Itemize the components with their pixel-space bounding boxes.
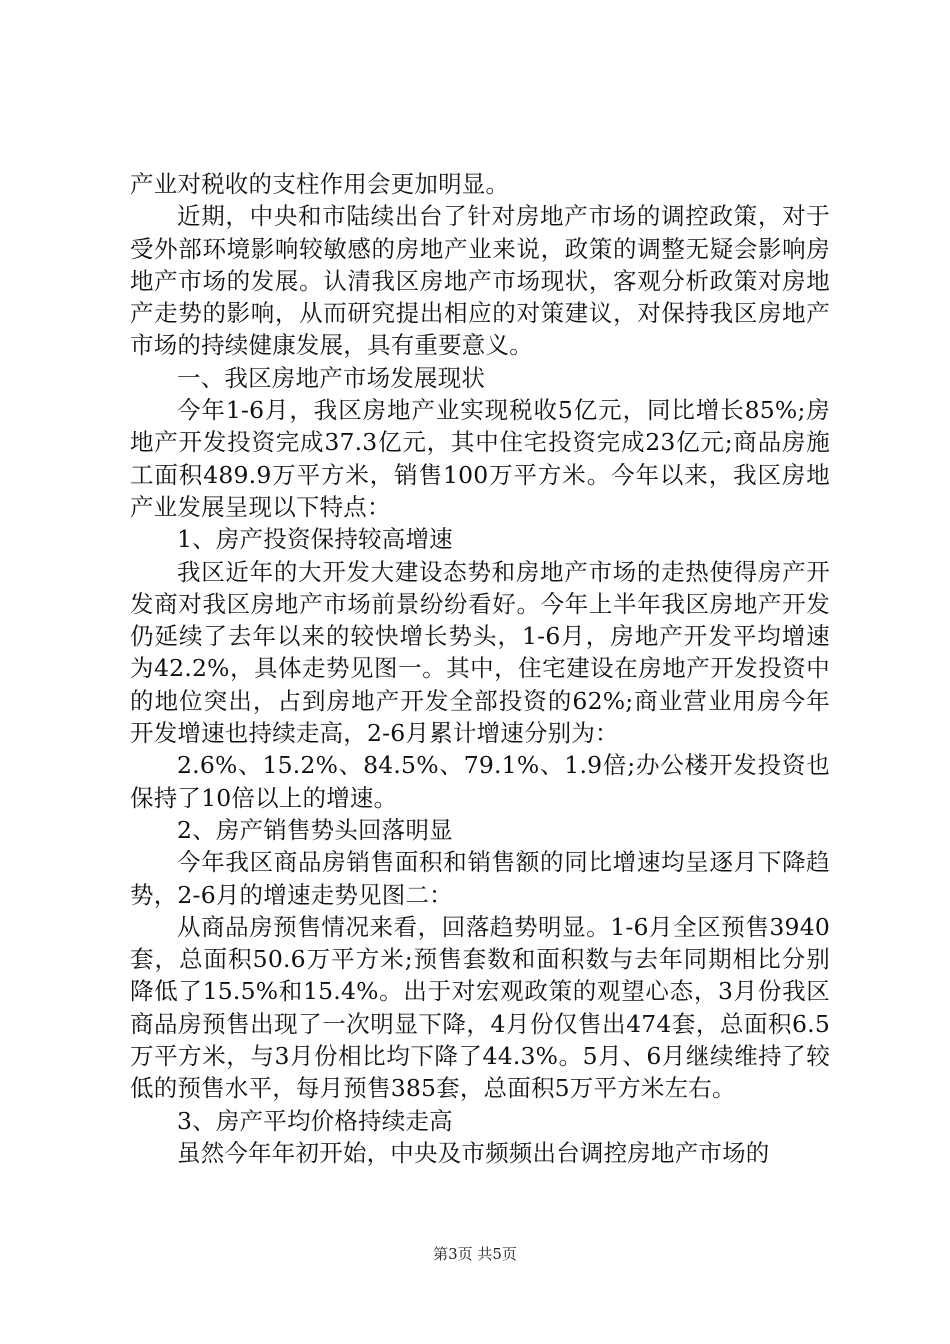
paragraph-investment: 我区近年的大开发大建设态势和房地产市场的走热使得房产开发商对我区房地产市场前景纷纷看好。今年上半年我区房地产开发仍延续了去年以来的较快增长势头，1-6月，房地产开发平均增速为42.2%，具体走势见图一。其中，住宅建设在房地产开发投资中的地位突出，占到房地产开发全部投资的62%;商业营业用房今年开发增速也持续走高，2-6月累计增速分别为： bbox=[130, 557, 830, 748]
paragraph-growth-rates: 2.6%、15.2%、84.5%、79.1%、1.9倍;办公楼开发投资也保持了10倍以上的增速。 bbox=[130, 751, 830, 812]
paragraph-sales-trend: 今年我区商品房销售面积和销售额的同比增速均呈逐月下降趋势，2-6月的增速走势见图二： bbox=[130, 848, 830, 909]
section-heading-1: 一、我区房地产市场发展现状 bbox=[177, 363, 486, 392]
paragraph-overview: 今年1-6月，我区房地产业实现税收5亿元，同比增长85%;房地产开发投资完成37.3亿元，其中住宅投资完成23亿元;商品房施工面积489.9万平方米，销售100万平方米。今年以来，我区房地产业发展呈现以下特点： bbox=[130, 396, 830, 521]
subheading-investment: 1、房产投资保持较高增速 bbox=[177, 525, 453, 554]
document-body bbox=[130, 168, 830, 1169]
paragraph-continuation: 产业对税收的支柱作用会更加明显。 bbox=[130, 170, 510, 198]
subheading-price: 3、房产平均价格持续走高 bbox=[177, 1106, 453, 1135]
paragraph-price: 虽然今年年初开始，中央及市频频出台调控房地产市场的 bbox=[177, 1138, 770, 1167]
subheading-sales: 2、房产销售势头回落明显 bbox=[177, 815, 453, 844]
paragraph-presale: 从商品房预售情况来看，回落趋势明显。1-6月全区预售3940套，总面积50.6万平方米;预售套数和面积数与去年同期相比分别降低了15.5%和15.4%。出于对宏观政策的观望心态，3月份我区商品房预售出现了一次明显下降，4月份仅售出474套，总面积6.5万平方米，与3月份相比均下降了44.3%。5月、6月继续维持了较低的预售水平，每月预售385套，总面积5万平方米左右。 bbox=[130, 912, 830, 1103]
page-number-footer: 第3页 共5页 bbox=[433, 1245, 517, 1263]
paragraph-intro: 近期，中央和市陆续出台了针对房地产市场的调控政策，对于受外部环境影响较敏感的房地产业来说，政策的调整无疑会影响房地产市场的发展。认清我区房地产市场现状，客观分析政策对房地产走势的影响，从而研究提出相应的对策建议，对保持我区房地产市场的持续健康发展，具有重要意义。 bbox=[130, 202, 830, 360]
